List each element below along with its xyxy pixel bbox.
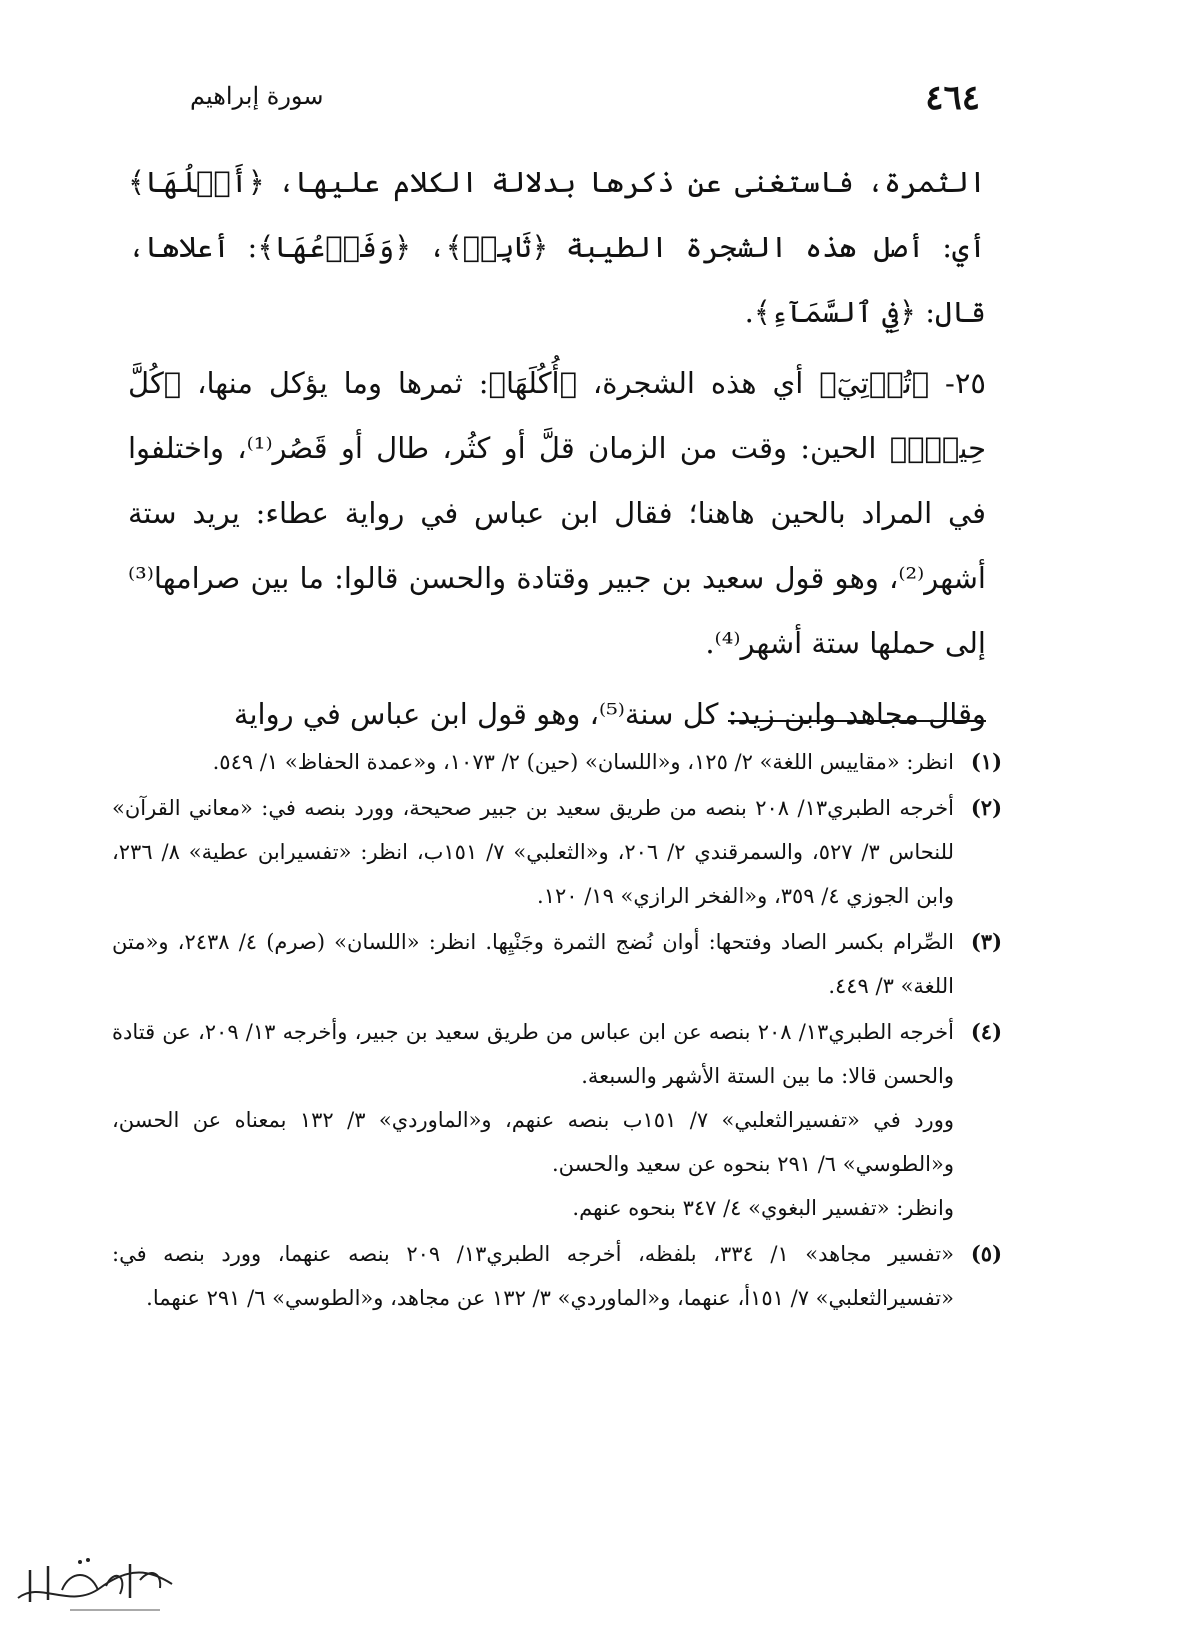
footnote-number: (٤) [970, 1019, 1002, 1044]
library-stamp-logo [10, 1540, 180, 1620]
footnote-text [112, 920, 954, 1008]
page-number: ٤٦٤ [925, 78, 980, 118]
footnote-line: الصِّرام بكسر الصاد وفتحها: أوان نُضج الثمرة وجَنْيِها. انظر: «اللسان» (صرم) ٤/ ٢٤٣٨، و«متن اللغة» ٣/ ٤٤٩. [112, 930, 954, 998]
footnote-line: أخرجه الطبري١٣/ ٢٠٨ بنصه عن ابن عباس من طريق سعيد بن جبير، وأخرجه ١٣/ ٢٠٩، عن قتادة والحسن قالا: ما بين الستة الأشهر والسبعة. [112, 1020, 954, 1088]
footnote-number: (١) [970, 749, 1002, 774]
footnote-line: أخرجه الطبري١٣/ ٢٠٨ بنصه من طريق سعيد بن جبير صحيحة، وورد بنصه في: «معاني القرآن» للنحاس ٣/ ٥٢٧، والسمرقندي ٢/ ٢٠٦، و«الثعلبي» ٧/ ١٥١ب، انظر: «تفسيرابن عطية» ٨/ ٢٣٦، وابن الجوزي ٤/ ٣٥٩، و«الفخر الرازي» ١٩/ ١٢٠. [112, 796, 954, 908]
footnote-2 [112, 786, 1002, 918]
footnote-line: وورد في «تفسيرالثعلبي» ٧/ ١٥١ب بنصه عنهم، و«الماوردي» ٣/ ١٣٢ بمعناه عن الحسن، و«الطوسي» ٦/ ٢٩١ بنحوه عن سعيد والحسن. [112, 1108, 954, 1176]
footnote-number: (٢) [970, 795, 1002, 820]
footnote-3 [112, 920, 1002, 1008]
main-text [128, 150, 986, 747]
footnote-number: (٥) [970, 1241, 1002, 1266]
footnote-text [112, 1010, 954, 1230]
footnote-line: انظر: «مقاييس اللغة» ٢/ ١٢٥، و«اللسان» (حين) ٢/ ١٠٧٣، و«عمدة الحفاظ» ١/ ٥٤٩. [212, 750, 954, 774]
footnotes [112, 740, 1002, 1322]
surah-title: سورة إبراهيم [190, 82, 324, 110]
footnote-4 [112, 1010, 1002, 1230]
footnote-text [112, 1232, 954, 1320]
footnote-text [112, 786, 954, 918]
main-paragraph: ٢٥- ﴿تُؤۡتِيٓ﴾ أي هذه الشجرة، ﴿أُكُلَهَا﴾: ثمرها وما يؤكل منها، ﴿كُلَّ حِينِۭ﴾ الحين: وقت من الزمان قلَّ أو كثُر، طال أو قَصُر⁽¹⁾، واختلفوا في المراد بالحين هاهنا؛ فقال ابن عباس في رواية عطاء: يريد ستة أشهر⁽²⁾، وهو قول سعيد بن جبير وقتادة والحسن قالوا: ما بين صرامها⁽³⁾ إلى حملها ستة أشهر⁽⁴⁾. [128, 366, 987, 660]
footnote-text [112, 740, 954, 784]
footnote-line: «تفسير مجاهد» ١/ ٣٣٤، بلفظه، أخرجه الطبري١٣/ ٢٠٩ بنصه عنهما، وورد بنصه في: «تفسيرالثعلبي» ٧/ ١٥١أ، عنهما، و«الماوردي» ٣/ ١٣٢ عن مجاهد، و«الطوسي» ٦/ ٢٩١ عنهما. [112, 1242, 954, 1310]
footnote-1 [112, 740, 1002, 784]
footnote-number: (٣) [970, 929, 1002, 954]
main-paragraph: الثمرة، فاستغنى عن ذكرها بدلالة الكلام عليها، ﴿أَصۡلُهَا﴾ أي: أصل هذه الشجرة الطيبة ﴿ثَابِتٞ﴾، ﴿وَفَرۡعُهَا﴾: أعلاها، قال: ﴿فِي ٱلسَّمَآءِ﴾. [128, 165, 986, 329]
footnote-line: وانظر: «تفسير البغوي» ٤/ ٣٤٧ بنحوه عنهم. [572, 1196, 954, 1220]
main-paragraph: وقال مجاهد وابن زيد: كل سنة⁽⁵⁾، وهو قول ابن عباس في رواية [233, 697, 986, 731]
footnote-divider [728, 720, 986, 722]
page-header [190, 78, 980, 128]
footnote-5 [112, 1232, 1002, 1320]
